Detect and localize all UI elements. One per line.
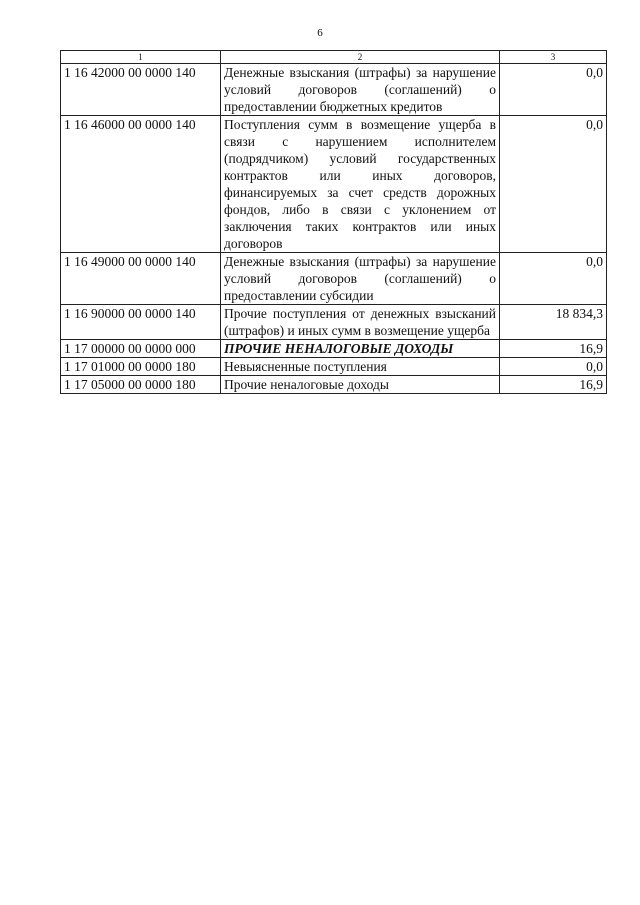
- row-name: [221, 253, 500, 305]
- row-value: 0,0: [500, 253, 607, 305]
- row-value: 0,0: [500, 358, 607, 376]
- row-name-text: Прочие поступления от денежных взысканий (штрафов) и иных сумм в возмещение ущерба: [224, 306, 496, 338]
- row-code: 1 16 42000 00 0000 140: [61, 64, 221, 116]
- row-name: [221, 358, 500, 376]
- table-row: [61, 64, 607, 116]
- row-name: [221, 64, 500, 116]
- row-name-text: Невыясненные поступления: [224, 359, 387, 374]
- table-row: [61, 305, 607, 340]
- row-name: [221, 376, 500, 394]
- row-name-text: Поступления сумм в возмещение ущерба в связи с нарушением исполнителем (подрядчиком) условий государственных контрактов или иных договоров, финансируемых за счет средств дорожных фондов, либо в связи с уклонением от заключения таких контрактов или иных договоров: [224, 117, 496, 251]
- table-row: [61, 116, 607, 253]
- table-header-row: [61, 51, 607, 64]
- table-row: [61, 253, 607, 305]
- row-value: 18 834,3: [500, 305, 607, 340]
- row-code: 1 16 49000 00 0000 140: [61, 253, 221, 305]
- table-row: [61, 358, 607, 376]
- row-code: 1 17 01000 00 0000 180: [61, 358, 221, 376]
- row-name-text: ПРОЧИЕ НЕНАЛОГОВЫЕ ДОХОДЫ: [224, 341, 454, 356]
- table-row-section-total: [61, 340, 607, 358]
- revenue-table: [60, 50, 607, 394]
- row-code: 1 16 46000 00 0000 140: [61, 116, 221, 253]
- row-name: [221, 305, 500, 340]
- header-col-3: 3: [500, 51, 607, 64]
- row-name: [221, 340, 500, 358]
- row-code: 1 17 00000 00 0000 000: [61, 340, 221, 358]
- row-name: [221, 116, 500, 253]
- row-value: 0,0: [500, 116, 607, 253]
- row-value: 16,9: [500, 340, 607, 358]
- header-col-2: 2: [221, 51, 500, 64]
- header-col-1: 1: [61, 51, 221, 64]
- row-value: 16,9: [500, 376, 607, 394]
- row-code: 1 16 90000 00 0000 140: [61, 305, 221, 340]
- row-name-text: Прочие неналоговые доходы: [224, 377, 389, 392]
- table-row: [61, 376, 607, 394]
- row-value: 0,0: [500, 64, 607, 116]
- row-name-text: Денежные взыскания (штрафы) за нарушение условий договоров (соглашений) о предоставлении субсидии: [224, 254, 496, 303]
- row-name-text: Денежные взыскания (штрафы) за нарушение условий договоров (соглашений) о предоставлении бюджетных кредитов: [224, 65, 496, 114]
- page-number: 6: [317, 27, 323, 39]
- row-code: 1 17 05000 00 0000 180: [61, 376, 221, 394]
